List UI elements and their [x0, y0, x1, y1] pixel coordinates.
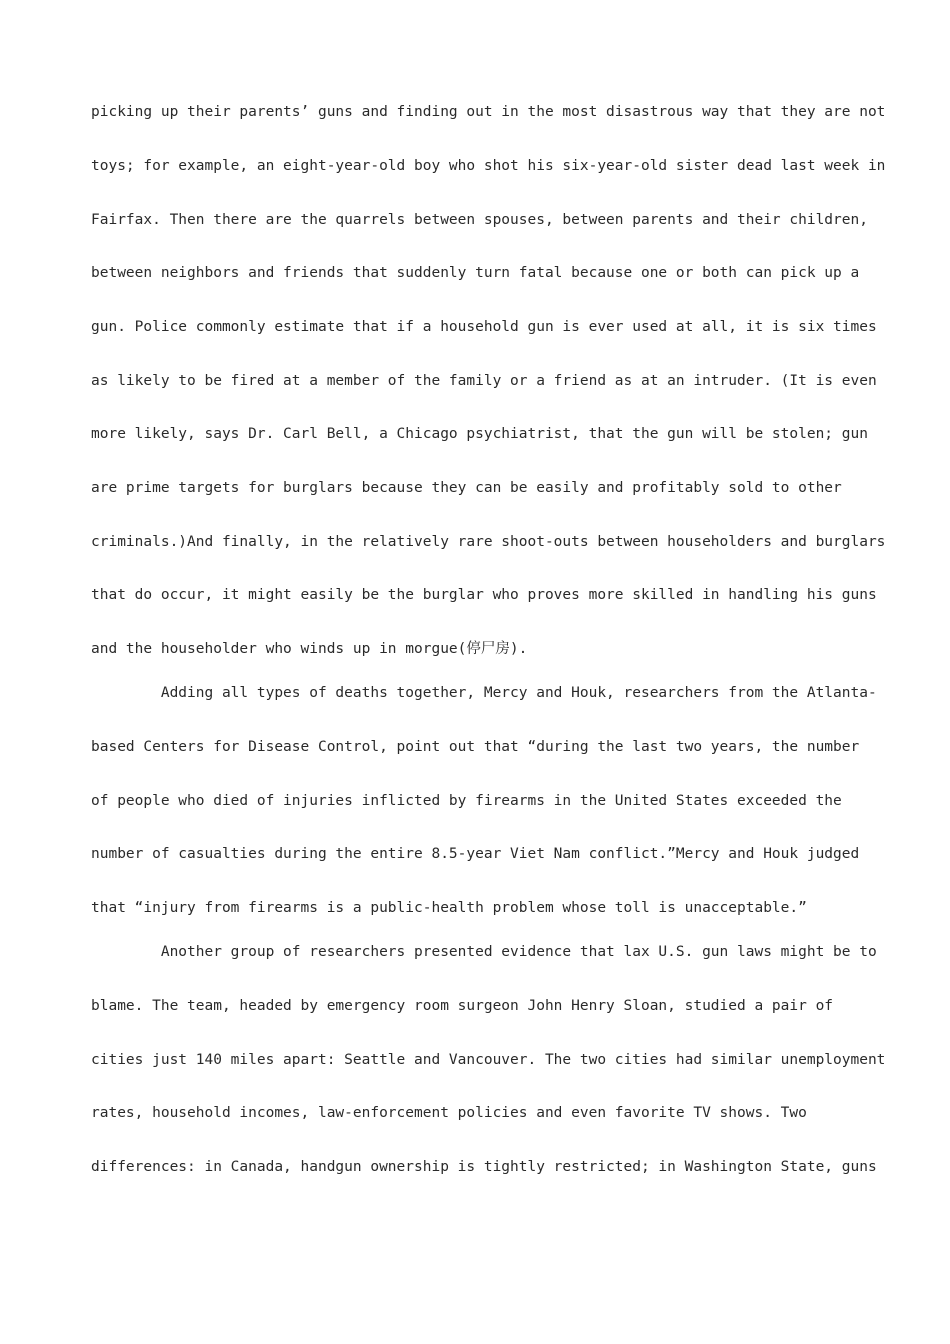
text-line: criminals.)And finally, in the relatively rare shoot-outs between householders and burglars	[91, 534, 886, 550]
paragraph-start-line: Another group of researchers presented evidence that lax U.S. gun laws might be to	[91, 944, 877, 960]
text-line: Fairfax. Then there are the quarrels between spouses, between parents and their children,	[91, 212, 868, 228]
body-text	[91, 0, 886, 1175]
text-line: number of casualties during the entire 8.5-year Viet Nam conflict.”Mercy and Houk judged	[91, 846, 860, 862]
text-line: differences: in Canada, handgun ownership is tightly restricted; in Washington State, guns	[91, 1159, 877, 1175]
text-line: that “injury from firearms is a public-health problem whose toll is unacceptable.”	[91, 900, 807, 916]
text-line: are prime targets for burglars because they can be easily and profitably sold to other	[91, 480, 842, 496]
text-line: that do occur, it might easily be the burglar who proves more skilled in handling his guns	[91, 587, 877, 603]
paragraph-start-line: Adding all types of deaths together, Mercy and Houk, researchers from the Atlanta-	[91, 685, 877, 701]
text-line: toys; for example, an eight-year-old boy who shot his six-year-old sister dead last week in	[91, 158, 886, 174]
text-line: between neighbors and friends that suddenly turn fatal because one or both can pick up a	[91, 265, 860, 281]
text-line: rates, household incomes, law-enforcement policies and even favorite TV shows. Two	[91, 1105, 807, 1121]
text-line: blame. The team, headed by emergency room surgeon John Henry Sloan, studied a pair of	[91, 998, 834, 1014]
text-line: based Centers for Disease Control, point out that “during the last two years, the number	[91, 739, 860, 755]
text-line: as likely to be fired at a member of the family or a friend as at an intruder. (It is even	[91, 373, 877, 389]
text-line: picking up their parents’ guns and finding out in the most disastrous way that they are not	[91, 104, 886, 120]
text-line: of people who died of injuries inflicted by firearms in the United States exceeded the	[91, 793, 842, 809]
text-line: more likely, says Dr. Carl Bell, a Chicago psychiatrist, that the gun will be stolen; gun	[91, 426, 868, 442]
text-line: cities just 140 miles apart: Seattle and Vancouver. The two cities had similar unemployment	[91, 1052, 886, 1068]
text-line: gun. Police commonly estimate that if a household gun is ever used at all, it is six times	[91, 319, 877, 335]
text-line: and the householder who winds up in morgue(停尸房).	[91, 641, 528, 657]
